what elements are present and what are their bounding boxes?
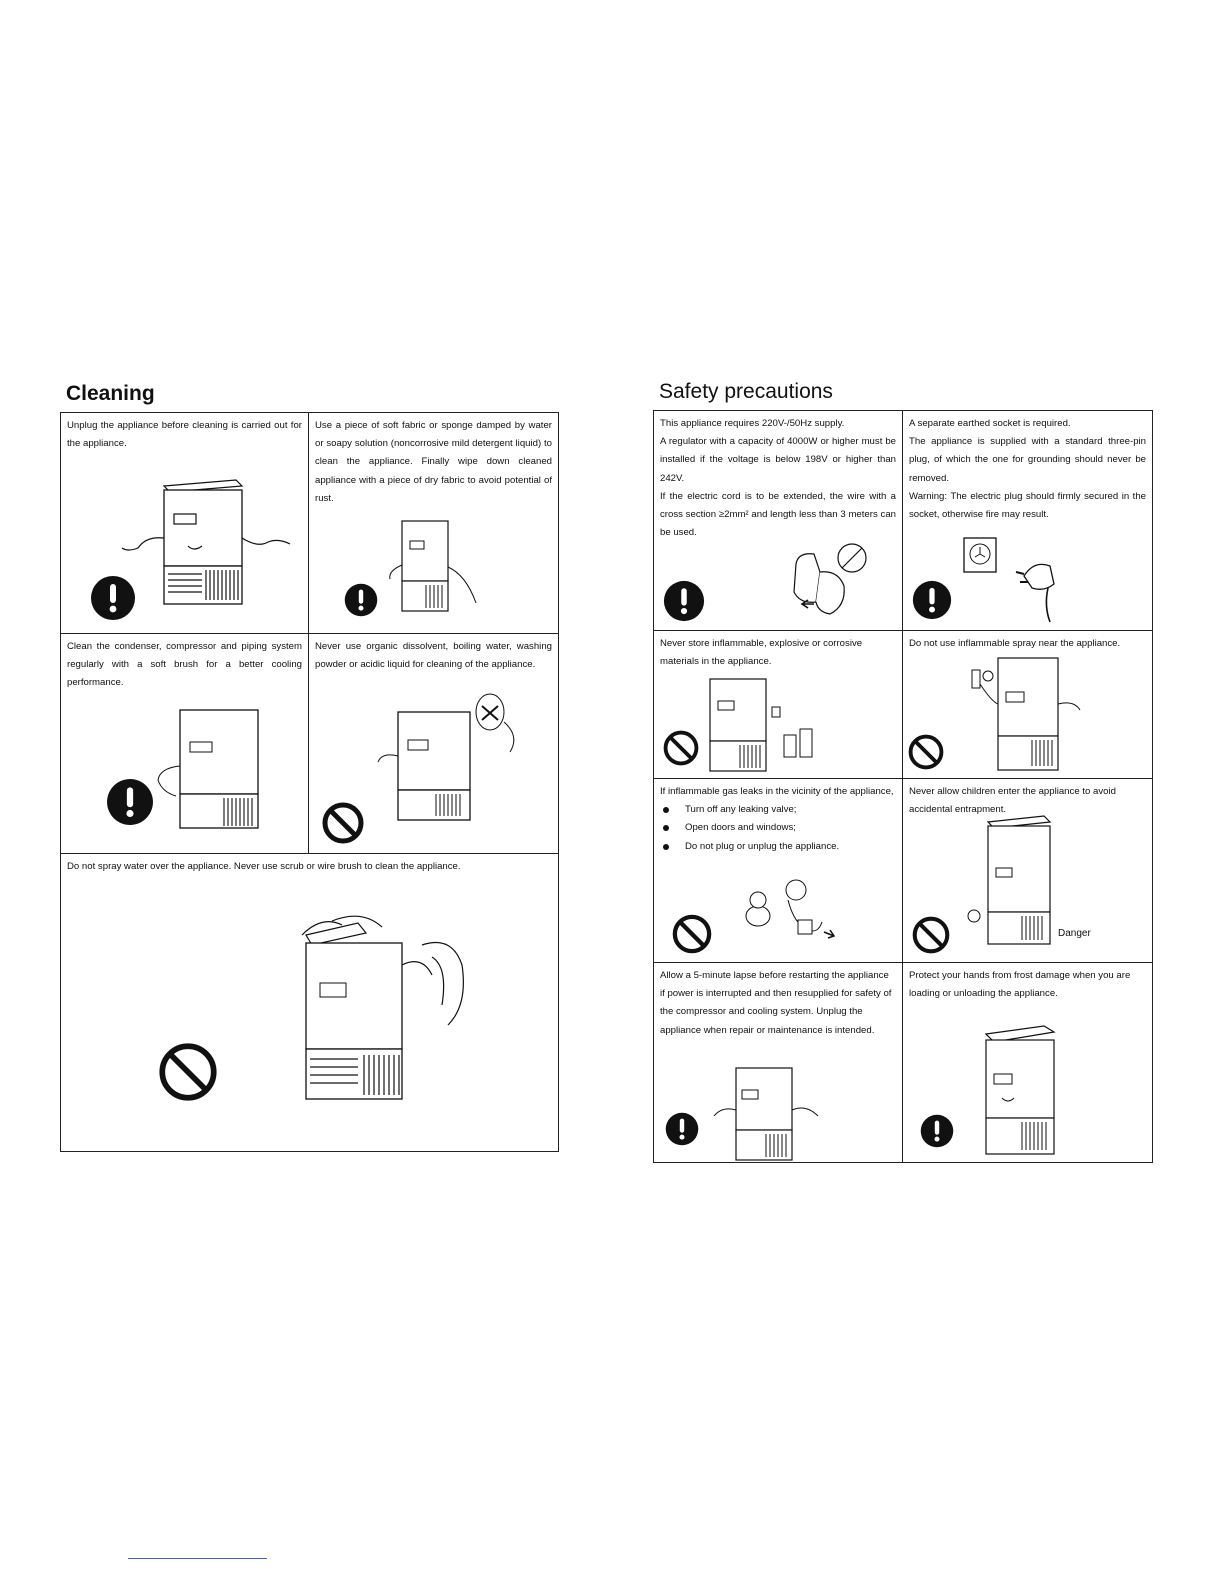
safety-title: Safety precautions	[659, 380, 833, 403]
cleaning-text-soft-fabric: Use a piece of soft fabric or sponge damped by water or soapy solution (noncorrosive mild detergent liquid) to clean the appliance. Finally wipe down cleaned appliance with a piece of dry fabric to avoid potential of rust.	[315, 420, 552, 504]
freezer-illustration	[952, 654, 1092, 774]
freezer-illustration	[960, 812, 1070, 948]
safety-text-socket-3: Warning: The electric plug should firmly secured in the socket, otherwise fire may result.	[909, 490, 1146, 521]
safety-text-socket-1: A separate earthed socket is required.	[909, 418, 1071, 429]
freezer-illustration	[700, 1064, 830, 1164]
list-item: Open doors and windows;	[660, 819, 896, 837]
freezer-illustration	[140, 706, 270, 830]
freezer-illustration	[272, 905, 472, 1103]
exclamation-icon	[106, 778, 154, 826]
safety-text-restart: Allow a 5-minute lapse before restarting the appliance if power is interrupted and then resupplied for safety of the compressor and cooling system. Unplug the appliance when repair or maintenance is intended.	[660, 970, 892, 1036]
exclamation-icon	[663, 580, 705, 622]
safety-text-children: Never allow children enter the appliance to avoid accidental entrapment.	[909, 786, 1116, 816]
freezer-illustration	[978, 1022, 1062, 1156]
freezer-illustration	[700, 675, 830, 775]
prohibition-icon	[663, 730, 699, 766]
cleaning-title: Cleaning	[66, 382, 155, 405]
cleaning-text-dissolvent: Never use organic dissolvent, boiling water, washing powder or acidic liquid for cleaning of the appliance.	[315, 641, 552, 671]
safety-text-supply-1: This appliance requires 220V-/50Hz supply.	[660, 418, 845, 429]
freezer-illustration	[118, 478, 298, 606]
safety-text-spray: Do not use inflammable spray near the appliance.	[909, 638, 1121, 649]
exclamation-icon	[912, 580, 952, 620]
prohibition-icon	[158, 1042, 218, 1102]
prohibition-icon	[672, 914, 712, 954]
freezer-illustration	[360, 692, 540, 824]
safety-text-store: Never store inflammable, explosive or corrosive materials in the appliance.	[660, 638, 863, 668]
cleaning-text-condenser: Clean the condenser, compressor and piping system regularly with a soft brush for a better cooling performance.	[67, 641, 302, 689]
exclamation-icon	[665, 1112, 699, 1146]
prohibition-icon	[322, 802, 364, 844]
safety-text-frost: Protect your hands from frost damage when you are loading or unloading the appliance.	[909, 970, 1131, 1000]
cleaning-text-no-spray: Do not spray water over the appliance. Never use scrub or wire brush to clean the appliance.	[67, 861, 461, 872]
footer-link-underline	[128, 1558, 267, 1559]
freezer-illustration	[380, 515, 490, 615]
list-item: Turn off any leaking valve;	[660, 801, 896, 819]
safety-text-supply-2: A regulator with a capacity of 4000W or higher must be installed if the voltage is below 198V or higher than 242V.	[660, 436, 896, 484]
plug-socket-illustration	[958, 536, 1078, 626]
prohibition-icon	[908, 734, 944, 770]
gas-leak-illustration	[738, 874, 838, 950]
gas-steps-list	[660, 801, 896, 856]
safety-grid	[653, 410, 1153, 1163]
exclamation-icon	[920, 1114, 954, 1148]
danger-label: Danger	[1058, 928, 1091, 939]
cleaning-text-unplug: Unplug the appliance before cleaning is carried out for the appliance.	[67, 420, 302, 450]
list-item: Do not plug or unplug the appliance.	[660, 838, 896, 856]
exclamation-icon	[90, 575, 136, 621]
prohibition-icon	[912, 916, 950, 954]
exclamation-icon	[344, 583, 378, 617]
plug-socket-illustration	[780, 542, 876, 624]
safety-text-supply-3: If the electric cord is to be extended, the wire with a cross section ≥2mm² and length less than 3 meters can be used.	[660, 490, 896, 539]
safety-text-gas-intro: If inflammable gas leaks in the vicinity of the appliance,	[660, 786, 894, 797]
safety-text-socket-2: The appliance is supplied with a standard three-pin plug, of which the one for grounding should never be removed.	[909, 436, 1146, 484]
